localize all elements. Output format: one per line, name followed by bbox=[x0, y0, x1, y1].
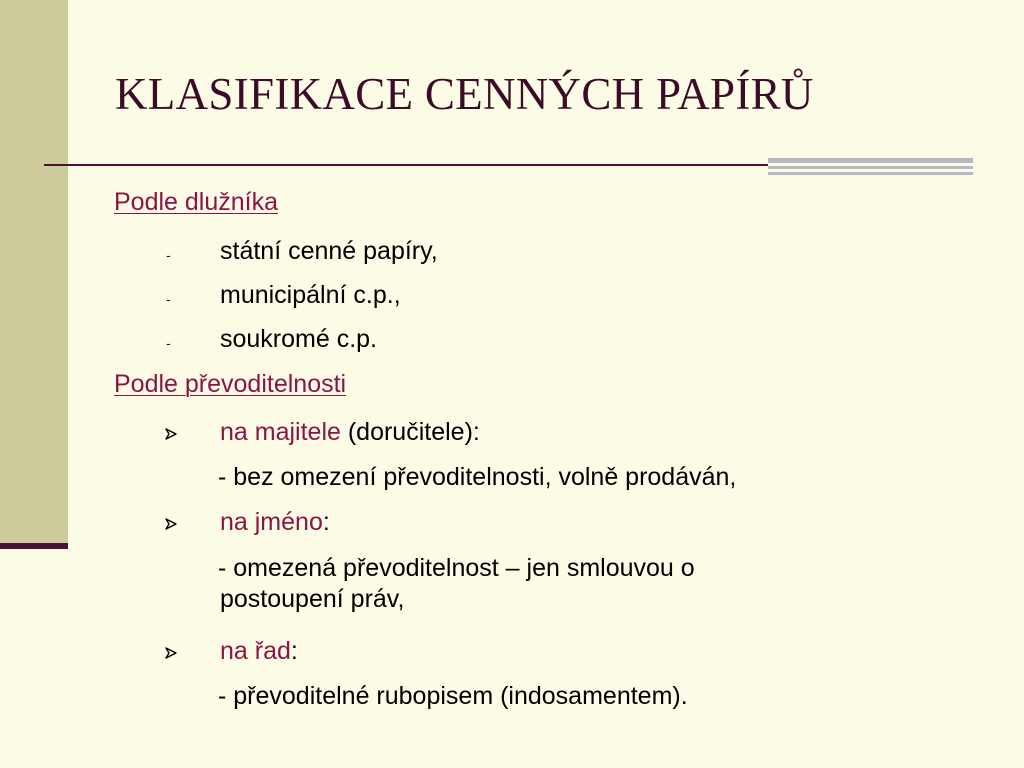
term-suffix: (doručitele): bbox=[340, 418, 480, 446]
left-decor-band bbox=[0, 0, 68, 543]
detail-line: - převoditelné rubopisem (indosamentem). bbox=[218, 682, 688, 710]
term-na-rad: na řad bbox=[220, 637, 291, 665]
dash-bullet-icon: - bbox=[166, 335, 171, 351]
detail-line: postoupení práv, bbox=[220, 585, 405, 613]
list-item: státní cenné papíry, bbox=[220, 237, 438, 265]
title-accent-stripes bbox=[768, 158, 973, 180]
term-na-majitele: na majitele bbox=[220, 418, 341, 446]
list-item bbox=[220, 418, 480, 447]
term-suffix: : bbox=[322, 508, 330, 536]
term-suffix: : bbox=[290, 637, 298, 665]
dash-bullet-icon: - bbox=[166, 291, 171, 307]
slide-title: KLASIFIKACE CENNÝCH PAPÍRŮ bbox=[115, 69, 814, 119]
heading-podle-prevoditelnosti: Podle převoditelnosti bbox=[114, 370, 347, 398]
left-decor-rule bbox=[0, 543, 68, 549]
list-item: municipální c.p., bbox=[220, 281, 401, 309]
list-item: soukromé c.p. bbox=[220, 325, 378, 353]
arrow-bullet-icon bbox=[164, 646, 178, 660]
arrow-bullet-icon bbox=[164, 427, 178, 441]
heading-podle-dluznika: Podle dlužníka bbox=[114, 188, 279, 216]
arrow-bullet-icon bbox=[164, 517, 178, 531]
dash-bullet-icon: - bbox=[166, 247, 171, 263]
detail-line: - omezená převoditelnost – jen smlouvou o bbox=[218, 554, 695, 582]
list-item bbox=[220, 508, 330, 537]
title-underline bbox=[44, 164, 768, 166]
term-na-jmeno: na jméno bbox=[220, 508, 323, 536]
list-item bbox=[220, 637, 298, 666]
detail-line: - bez omezení převoditelnosti, volně prodáván, bbox=[218, 463, 737, 491]
